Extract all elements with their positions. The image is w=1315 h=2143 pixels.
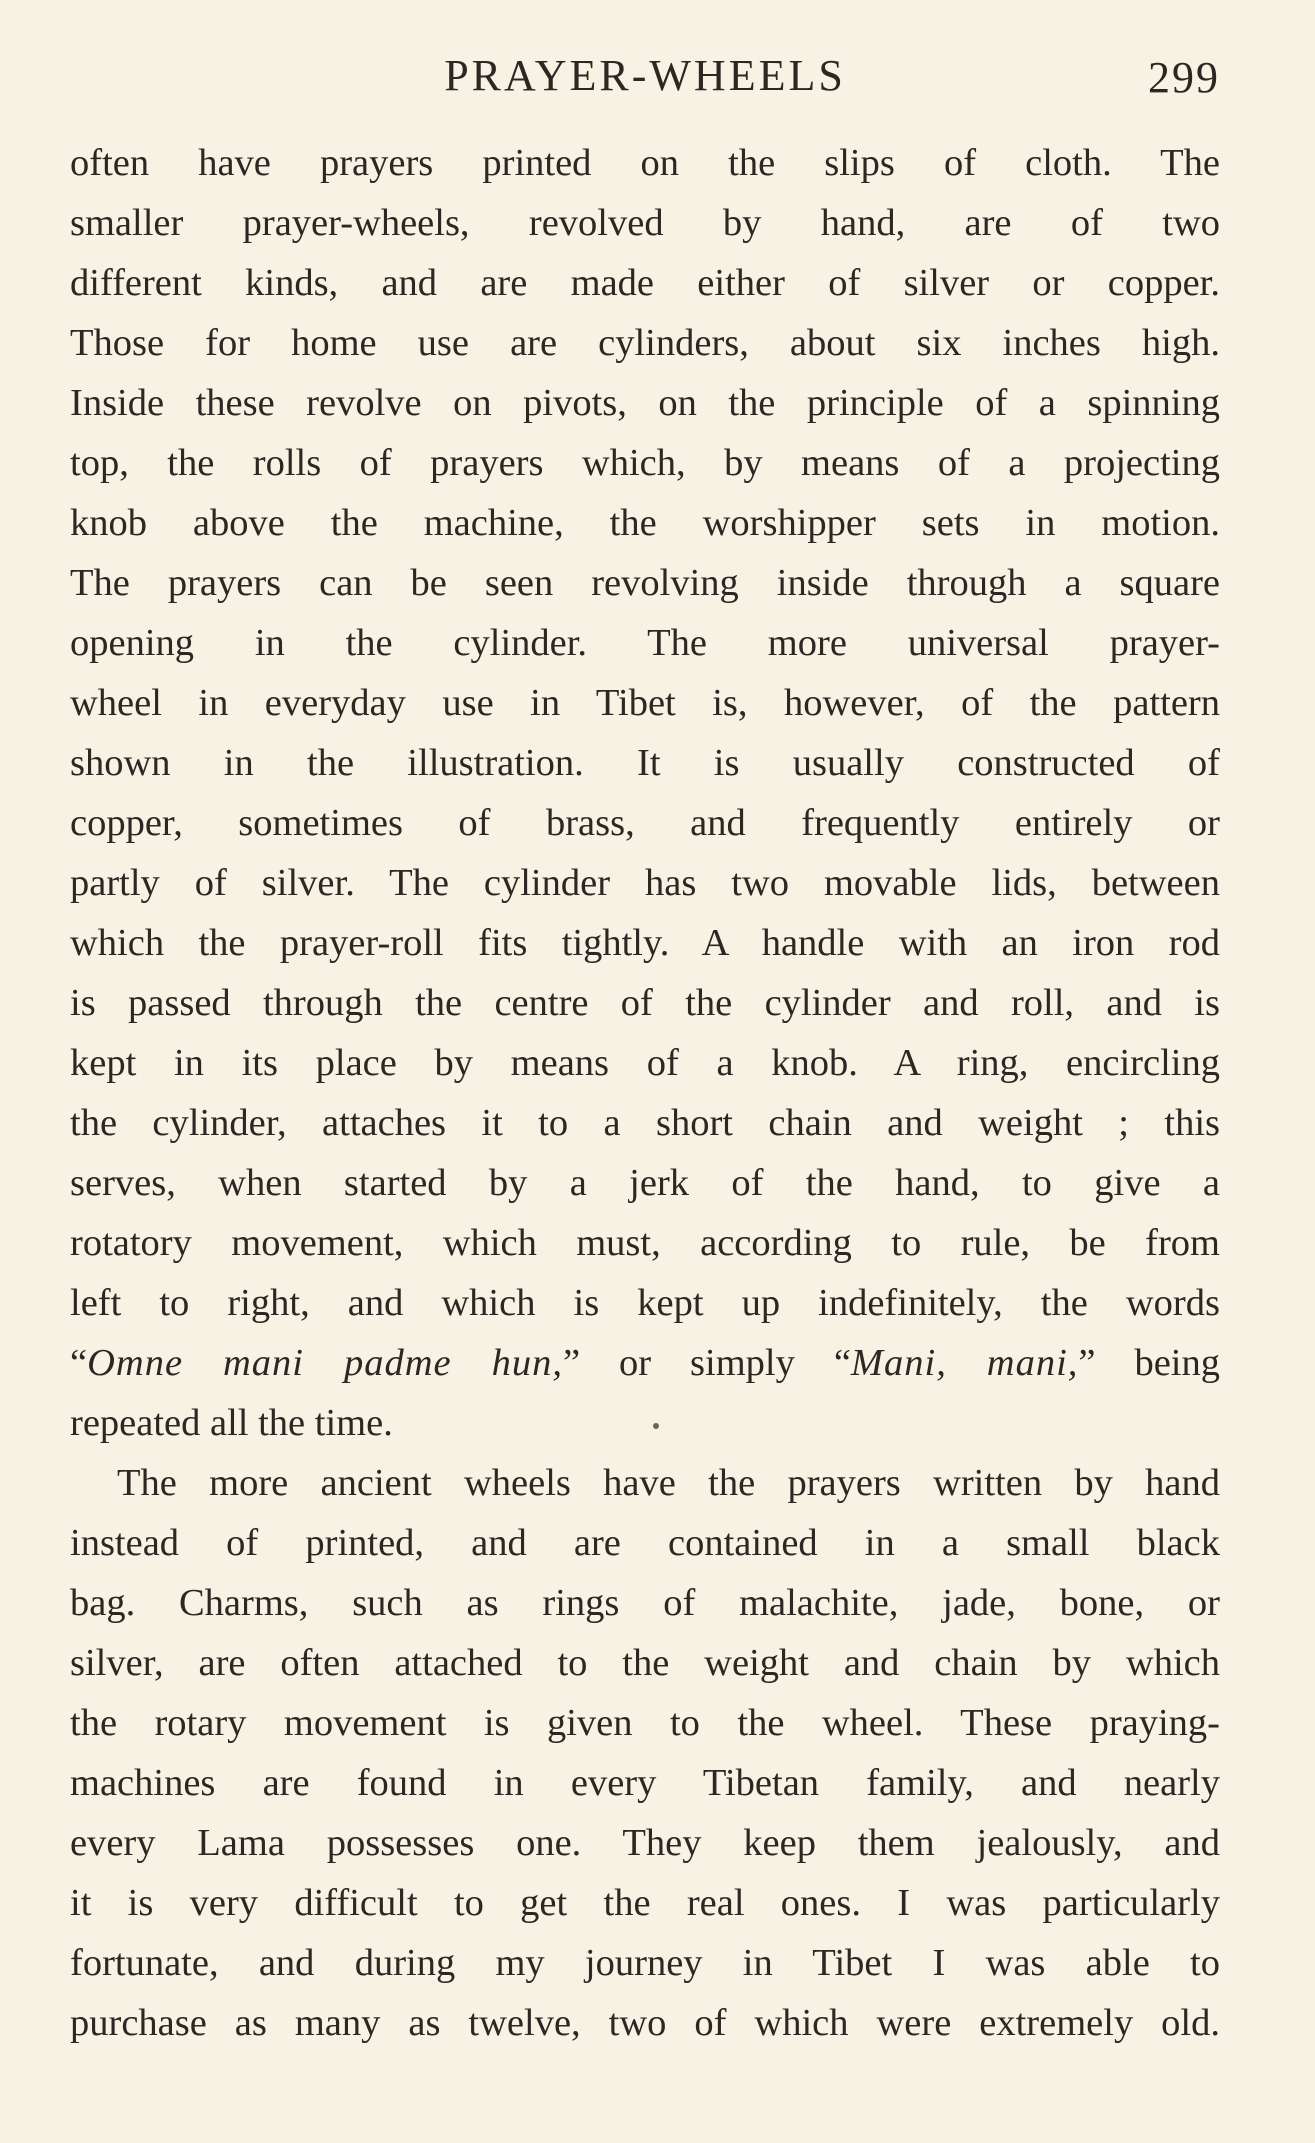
text-line: fortunate, and during my journey in Tibet I was able to xyxy=(70,1942,1220,1984)
text-line: different kinds, and are made either of silver or copper. xyxy=(70,262,1220,304)
text-line: partly of silver. The cylinder has two movable lids, between xyxy=(70,862,1220,904)
open-quote: “ xyxy=(70,1342,88,1384)
text-line: rotatory movement, which must, according to rule, be from xyxy=(70,1222,1220,1264)
paragraph-2 xyxy=(70,1453,1220,2053)
text-line: copper, sometimes of brass, and frequently entirely or xyxy=(70,802,1220,844)
text-line: smaller prayer-wheels, revolved by hand, are of two xyxy=(70,202,1220,244)
text-line: opening in the cylinder. The more universal prayer- xyxy=(70,622,1220,664)
text-line: machines are found in every Tibetan family, and nearly xyxy=(70,1762,1220,1804)
text-line: the cylinder, attaches it to a short chain and weight ; this xyxy=(70,1102,1220,1144)
text-line: bag. Charms, such as rings of malachite, jade, bone, or xyxy=(70,1582,1220,1624)
paragraph-1 xyxy=(70,133,1220,1453)
text-line: Those for home use are cylinders, about six inches high. xyxy=(70,322,1220,364)
mantra-omne: Omne mani padme hun, xyxy=(87,1342,563,1384)
text-line: is passed through the centre of the cylinder and roll, and is xyxy=(70,982,1220,1024)
mantra-end: ” being xyxy=(1078,1342,1220,1384)
text-line: the rotary movement is given to the wheel. These praying- xyxy=(70,1702,1220,1744)
mantra-mani: Mani, mani, xyxy=(850,1342,1079,1384)
body-text xyxy=(70,133,1220,2053)
text-line xyxy=(70,1393,1220,1453)
text-line: often have prayers printed on the slips of cloth. The xyxy=(70,142,1220,184)
text-line-mantra xyxy=(70,1333,1220,1393)
text-line: left to right, and which is kept up indefinitely, the words xyxy=(70,1282,1220,1324)
page-number: 299 xyxy=(1148,53,1220,102)
text-line: every Lama possesses one. They keep them jealously, and xyxy=(70,1822,1220,1864)
text-line: wheel in everyday use in Tibet is, however, of the pattern xyxy=(70,682,1220,724)
text-line: it is very difficult to get the real ones. I was particularly xyxy=(70,1882,1220,1924)
text-line: purchase as many as twelve, two of which were extremely old. xyxy=(70,2002,1220,2044)
ink-speck xyxy=(653,1423,659,1429)
running-title: PRAYER-WHEELS xyxy=(444,51,846,100)
running-head xyxy=(70,44,1220,104)
text-line: top, the rolls of prayers which, by means of a projecting xyxy=(70,442,1220,484)
text-line: which the prayer-roll fits tightly. A handle with an iron rod xyxy=(70,922,1220,964)
text-line: silver, are often attached to the weight and chain by which xyxy=(70,1642,1220,1684)
text-line: The prayers can be seen revolving inside through a square xyxy=(70,562,1220,604)
text-line: shown in the illustration. It is usually constructed of xyxy=(70,742,1220,784)
text-line: The more ancient wheels have the prayers written by hand xyxy=(117,1462,1220,1504)
paragraph-end-text: repeated all the time. xyxy=(70,1402,393,1444)
text-line: serves, when started by a jerk of the hand, to give a xyxy=(70,1162,1220,1204)
text-line: instead of printed, and are contained in a small black xyxy=(70,1522,1220,1564)
text-line: Inside these revolve on pivots, on the principle of a spinning xyxy=(70,382,1220,424)
text-line: kept in its place by means of a knob. A ring, encircling xyxy=(70,1042,1220,1084)
mantra-connector: ” or simply “ xyxy=(562,1342,851,1384)
text-line: knob above the machine, the worshipper sets in motion. xyxy=(70,502,1220,544)
